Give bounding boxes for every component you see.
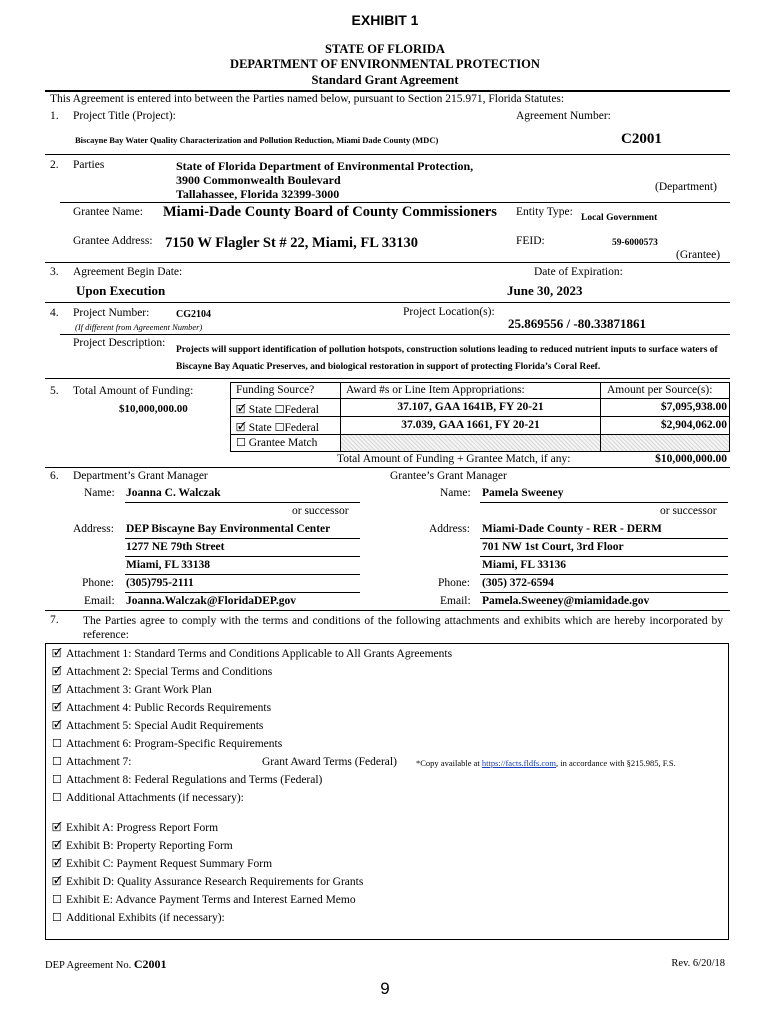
- dept-phone-underline: [125, 592, 360, 593]
- location-label: Project Location(s):: [403, 306, 495, 318]
- dept-line2: 3900 Commonwealth Boulevard: [176, 173, 341, 187]
- header-rule: [45, 90, 730, 92]
- exhibit-item: [52, 873, 363, 891]
- total-funding: $10,000,000.00: [119, 403, 188, 415]
- col-funding-source: Funding Source?: [236, 384, 315, 396]
- checkbox-checked-icon[interactable]: 🗹: [52, 857, 62, 870]
- begin-date-label: Agreement Begin Date:: [73, 266, 183, 278]
- row1-state-label: State: [248, 404, 272, 416]
- dept-addr2: 1277 NE 79th Street: [126, 541, 225, 553]
- grantee-phone: (305) 372-6594: [482, 577, 554, 589]
- s5-rule: [45, 467, 730, 468]
- grantee-or-successor: or successor: [660, 505, 717, 517]
- facts-link[interactable]: https://facts.fldfs.com: [481, 758, 556, 768]
- dept-email-label: Email:: [84, 595, 115, 607]
- department-heading: DEPARTMENT OF ENVIRONMENTAL PROTECTION: [230, 57, 540, 71]
- grantee-name-label: Grantee Name:: [73, 206, 143, 218]
- attachment-item: [52, 735, 728, 753]
- footer-agreement: [45, 957, 167, 972]
- checkbox-empty-icon[interactable]: ☐: [274, 403, 285, 416]
- s2-number: 2.: [50, 159, 59, 171]
- checkbox-checked-icon[interactable]: 🗹: [52, 719, 62, 732]
- project-location: 25.869556 / -80.33871861: [508, 316, 646, 331]
- grantee-address-label: Grantee Address:: [73, 235, 153, 247]
- dept-addr1: DEP Biscayne Bay Environmental Center: [126, 523, 331, 535]
- s2-label: Parties: [73, 159, 105, 171]
- row1-source: [236, 401, 319, 420]
- checkbox-checked-icon[interactable]: 🗹: [52, 839, 62, 852]
- grantee-match-label: Grantee Match: [248, 437, 318, 449]
- attachment-label: Attachment 1: Standard Terms and Conditions Applicable to All Grants Agreements: [66, 648, 453, 660]
- row2-award: 37.039, GAA 1661, FY 20-21: [401, 419, 540, 431]
- state-heading: STATE OF FLORIDA: [325, 42, 445, 56]
- project-title: Biscayne Bay Water Quality Characterization and Pollution Reduction, Miami Dade County (MDC): [75, 135, 439, 145]
- grantee-address-label-6: Address:: [429, 523, 470, 535]
- dept-addr3: Miami, FL 33138: [126, 559, 211, 571]
- checkbox-empty-icon[interactable]: ☐: [52, 791, 62, 804]
- dept-name-label: Name:: [84, 487, 115, 499]
- exhibit-item: [52, 819, 363, 837]
- attachment-7-note-pre: *Copy available at: [416, 758, 480, 768]
- exhibit-label: Exhibit E: Advance Payment Terms and Interest Earned Memo: [66, 894, 356, 906]
- project-number: CG2104: [176, 309, 211, 320]
- checkbox-checked-icon[interactable]: 🗹: [52, 821, 62, 834]
- s4-rule-a: [60, 334, 730, 335]
- exhibit-label: Additional Exhibits (if necessary):: [66, 912, 225, 924]
- checkbox-checked-icon[interactable]: 🗹: [52, 665, 62, 678]
- grand-total-label: Total Amount of Funding + Grantee Match, if any:: [337, 453, 571, 465]
- grantee-addr3-underline: [480, 574, 728, 575]
- checkbox-empty-icon[interactable]: ☐: [52, 893, 62, 906]
- attachment-7-note: [416, 754, 676, 772]
- intro-text: This Agreement is entered into between the Parties named below, pursuant to Section 215.971, Florida Statutes:: [50, 93, 565, 105]
- grantee-role: (Grantee): [676, 249, 721, 261]
- grantee-addr1: Miami-Dade County - RER - DERM: [482, 523, 662, 535]
- s3-number: 3.: [50, 266, 59, 278]
- fund-table-right: [729, 382, 730, 451]
- dept-role: (Department): [655, 181, 717, 193]
- attachment-7-label: Attachment 7:: [66, 756, 132, 768]
- total-funding-label: Total Amount of Funding:: [73, 385, 194, 397]
- grantee-phone-label: Phone:: [438, 577, 470, 589]
- grantee-manager-name: Pamela Sweeney: [482, 487, 564, 499]
- s1-label: Project Title (Project):: [73, 110, 176, 122]
- fund-table-top: [230, 382, 730, 383]
- checkbox-empty-icon[interactable]: ☐: [274, 421, 285, 434]
- checkbox-empty-icon[interactable]: ☐: [52, 755, 62, 768]
- attachment-7-note-post: , in accordance with §215.985, F.S.: [556, 758, 676, 768]
- grantee-addr1-underline: [480, 538, 728, 539]
- dept-addr2-underline: [125, 556, 360, 557]
- checkbox-empty-icon[interactable]: ☐: [52, 911, 62, 924]
- agreement-type-heading: Standard Grant Agreement: [311, 73, 459, 87]
- grantee-name-label-6: Name:: [440, 487, 471, 499]
- exhibit-label: Exhibit D: Quality Assurance Research Requirements for Grants: [66, 876, 364, 888]
- checkbox-empty-icon[interactable]: ☐: [236, 436, 246, 449]
- exhibit-heading: EXHIBIT 1: [351, 12, 419, 28]
- exhibit-item: [52, 855, 363, 873]
- dept-address-label: Address:: [73, 523, 114, 535]
- attachment-label: Attachment 2: Special Terms and Conditions: [66, 666, 273, 678]
- grand-total: $10,000,000.00: [655, 453, 727, 465]
- match-award-shaded: [341, 435, 600, 451]
- row2-federal-label: Federal: [284, 422, 319, 434]
- fund-table-left: [230, 382, 231, 451]
- fund-table-header-rule: [230, 398, 730, 399]
- project-number-note: (If different from Agreement Number): [75, 322, 203, 332]
- row1-federal-label: Federal: [284, 404, 319, 416]
- dept-phone-label: Phone:: [82, 577, 114, 589]
- grantee-email[interactable]: Pamela.Sweeney@miamidade.gov: [482, 595, 650, 607]
- checkbox-checked-icon[interactable]: 🗹: [52, 647, 62, 660]
- exhibit-list: [52, 819, 363, 927]
- s4-number: 4.: [50, 307, 59, 319]
- dept-line1: State of Florida Department of Environmental Protection,: [176, 159, 474, 173]
- attachment-label: Attachment 3: Grant Work Plan: [66, 684, 212, 696]
- dept-line3: Tallahassee, Florida 32399-3000: [176, 187, 340, 201]
- page-number: 9: [380, 979, 390, 998]
- entity-type: Local Government: [581, 213, 658, 223]
- project-number-label: Project Number:: [73, 307, 150, 319]
- row2-amount: $2,904,062.00: [660, 419, 727, 431]
- attachment-item: [52, 717, 728, 735]
- checkbox-checked-icon[interactable]: 🗹: [236, 421, 246, 434]
- exhibit-item: [52, 891, 363, 909]
- grantee-addr2-underline: [480, 556, 728, 557]
- description-label: Project Description:: [73, 337, 166, 349]
- grantee-name-underline: [480, 502, 728, 503]
- grantee-name: Miami-Dade County Board of County Commissioners: [163, 204, 497, 220]
- exhibit-label: Exhibit B: Property Reporting Form: [66, 840, 233, 852]
- s6-rule: [45, 610, 730, 611]
- expiration-label: Date of Expiration:: [534, 266, 623, 278]
- attachment-item: [52, 645, 728, 663]
- exhibit-item: [52, 909, 363, 927]
- footer-revision: Rev. 6/20/18: [671, 958, 725, 969]
- attachment-item: [52, 771, 728, 789]
- expiration-date: June 30, 2023: [507, 283, 583, 298]
- project-description: Projects will support identification of pollution hotspots, construction solutions leading to reduced nutrient inputs to surface waters of Biscayne Bay Aquatic Preserves, and biological restoration in support of protecting Florida’s Coral Reef.: [176, 345, 718, 372]
- attachment-item: [52, 699, 728, 717]
- s4-rule-b: [45, 378, 730, 379]
- footer-agreement-label: DEP Agreement No.: [45, 960, 132, 971]
- attachment-list: [52, 645, 728, 807]
- checkbox-empty-icon[interactable]: ☐: [52, 737, 62, 750]
- checkbox-empty-icon[interactable]: ☐: [52, 773, 62, 786]
- attachment-item: [52, 789, 728, 807]
- col-amount: Amount per Source(s):: [607, 384, 713, 396]
- s7-number: 7.: [50, 614, 59, 626]
- attachment-item: [52, 681, 728, 699]
- grantee-addr3: Miami, FL 33136: [482, 559, 567, 571]
- dept-manager-name: Joanna C. Walczak: [126, 487, 221, 499]
- attachment-7-terms: Grant Award Terms (Federal): [262, 756, 397, 768]
- feid-label: FEID:: [516, 235, 545, 247]
- grantee-phone-underline: [480, 592, 728, 593]
- dept-addr1-underline: [125, 538, 360, 539]
- dept-or-successor: or successor: [292, 505, 349, 517]
- checkbox-checked-icon[interactable]: 🗹: [52, 875, 62, 888]
- grantee-address: 7150 W Flagler St # 22, Miami, FL 33130: [165, 235, 418, 251]
- exhibit-item: [52, 837, 363, 855]
- dept-addr3-underline: [125, 574, 360, 575]
- dept-manager-heading: Department’s Grant Manager: [73, 470, 208, 482]
- s1-rule: [45, 154, 730, 155]
- attachment-item-7: [52, 753, 728, 771]
- exhibit-label: Exhibit A: Progress Report Form: [66, 822, 219, 834]
- dept-name-underline: [125, 502, 360, 503]
- feid: 59-6000573: [612, 238, 658, 248]
- col-award: Award #s or Line Item Appropriations:: [346, 384, 525, 396]
- grantee-addr2: 701 NW 1st Court, 3rd Floor: [482, 541, 624, 553]
- dept-email[interactable]: Joanna.Walczak@FloridaDEP.gov: [126, 595, 297, 607]
- row2-state-label: State: [248, 422, 272, 434]
- fund-table-row3-rule: [230, 451, 730, 452]
- entity-type-label: Entity Type:: [516, 206, 573, 218]
- attachment-label: Additional Attachments (if necessary):: [66, 792, 244, 804]
- checkbox-checked-icon[interactable]: 🗹: [52, 701, 62, 714]
- grantee-match: [236, 436, 317, 449]
- s6-number: 6.: [50, 470, 59, 482]
- exhibit-label: Exhibit C: Payment Request Summary Form: [66, 858, 273, 870]
- attachment-label: Attachment 6: Program-Specific Requirements: [66, 738, 283, 750]
- agreement-number: C2001: [621, 131, 662, 147]
- attachment-label: Attachment 5: Special Audit Requirements: [66, 720, 264, 732]
- checkbox-checked-icon[interactable]: 🗹: [236, 403, 246, 416]
- attachment-item: [52, 663, 728, 681]
- row1-amount: $7,095,938.00: [660, 401, 727, 413]
- dept-phone: (305)795-2111: [126, 577, 194, 589]
- attachment-label: Attachment 4: Public Records Requirements: [66, 702, 272, 714]
- agreement-number-label: Agreement Number:: [516, 110, 611, 122]
- s7-text: The Parties agree to comply with the terms and conditions of the following attachments and exhibits which are hereby incorporated by reference:: [83, 615, 723, 641]
- attachment-label: Attachment 8: Federal Regulations and Terms (Federal): [66, 774, 323, 786]
- s1-number: 1.: [50, 110, 59, 122]
- row1-award: 37.107, GAA 1641B, FY 20-21: [397, 401, 544, 413]
- footer-agreement-number: C2001: [133, 957, 167, 971]
- s2-rule-a: [60, 202, 730, 203]
- s5-number: 5.: [50, 385, 59, 397]
- s3-rule: [45, 302, 730, 303]
- checkbox-checked-icon[interactable]: 🗹: [52, 683, 62, 696]
- begin-date: Upon Execution: [76, 283, 166, 298]
- match-amount-shaded: [601, 435, 729, 451]
- grantee-manager-heading: Grantee’s Grant Manager: [390, 470, 507, 482]
- s2-rule-b: [45, 262, 730, 263]
- grantee-email-label: Email:: [440, 595, 471, 607]
